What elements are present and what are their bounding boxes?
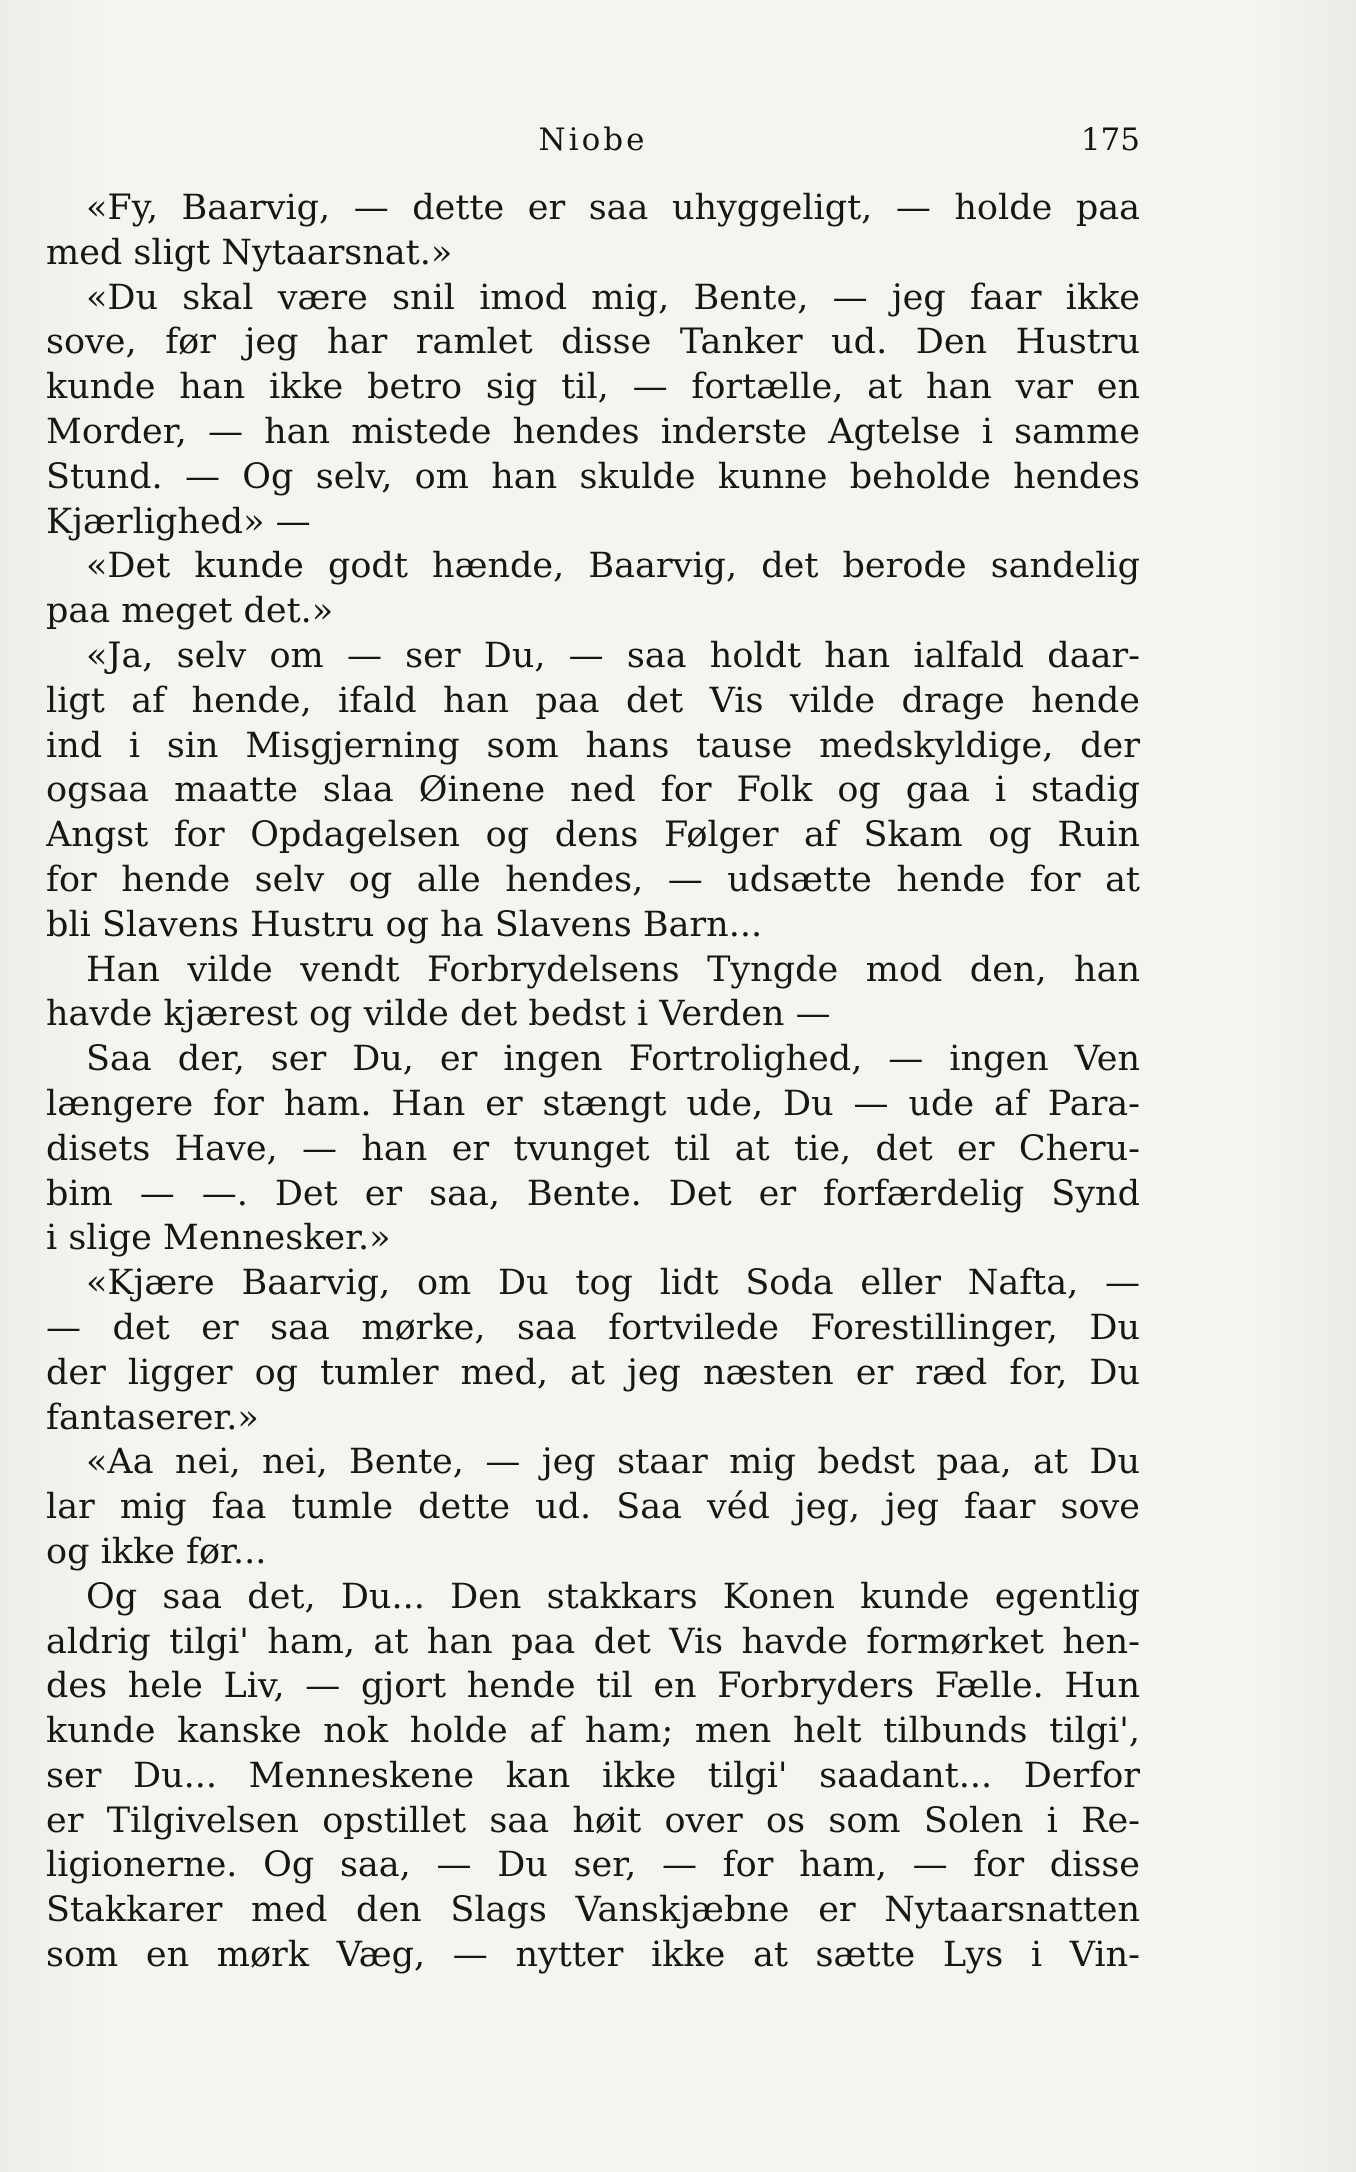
text-line: bli Slavens Hustru og ha Slavens Barn... xyxy=(46,904,763,945)
text-line: disets Have, — han er tvunget til at tie, det er Cheru- xyxy=(46,1128,1140,1169)
text-line: ligt af hende, ifald han paa det Vis vilde drage hende xyxy=(46,680,1140,721)
text-line: Saa der, ser Du, er ingen Fortrolighed, — ingen Ven xyxy=(86,1039,1140,1080)
text-line: Stakkarer med den Slags Vanskjæbne er Nytaarsnatten xyxy=(46,1890,1140,1931)
text-line: «Kjære Baarvig, om Du tog lidt Soda eller Nafta, — xyxy=(86,1263,1140,1304)
text-line: Kjærlighed» — xyxy=(46,501,311,542)
text-line: «Du skal være snil imod mig, Bente, — jeg faar ikke xyxy=(86,277,1140,318)
text-line: ser Du... Menneskene kan ikke tilgi' saadant... Derfor xyxy=(46,1755,1140,1796)
text-line: og ikke før... xyxy=(46,1531,267,1572)
text-line: «Det kunde godt hænde, Baarvig, det berode sandelig xyxy=(86,546,1140,587)
text-line: der ligger og tumler med, at jeg næsten er ræd for, Du xyxy=(46,1352,1140,1393)
page-number: 175 xyxy=(1080,122,1140,158)
text-line: ind i sin Misgjerning som hans tause medskyldige, der xyxy=(46,725,1140,766)
text-line: Han vilde vendt Forbrydelsens Tyngde mod den, han xyxy=(86,949,1140,990)
body-text xyxy=(46,186,1140,1978)
text-line: des hele Liv, — gjort hende til en Forbryders Fælle. Hun xyxy=(46,1666,1140,1707)
text-line: Stund. — Og selv, om han skulde kunne beholde hendes xyxy=(46,456,1140,497)
text-line: «Ja, selv om — ser Du, — saa holdt han ialfald daar- xyxy=(86,635,1140,676)
text-line: for hende selv og alle hendes, — udsætte hende for at xyxy=(46,859,1140,900)
text-line: Morder, — han mistede hendes inderste Agtelse i samme xyxy=(46,411,1140,452)
text-line: Angst for Opdagelsen og dens Følger af Skam og Ruin xyxy=(46,815,1140,856)
text-line: længere for ham. Han er stængt ude, Du — ude af Para- xyxy=(46,1083,1140,1124)
text-line: aldrig tilgi' ham, at han paa det Vis havde formørket hen- xyxy=(46,1621,1140,1662)
text-line: Og saa det, Du... Den stakkars Konen kunde egentlig xyxy=(86,1576,1140,1617)
text-line: ogsaa maatte slaa Øinene ned for Folk og gaa i stadig xyxy=(46,770,1140,811)
text-line: ligionerne. Og saa, — Du ser, — for ham, — for disse xyxy=(46,1845,1140,1886)
text-line: — det er saa mørke, saa fortvilede Forestillinger, Du xyxy=(46,1307,1140,1348)
text-line: paa meget det.» xyxy=(46,591,334,632)
text-line: lar mig faa tumle dette ud. Saa véd jeg, jeg faar sove xyxy=(46,1487,1140,1528)
text-line: «Fy, Baarvig, — dette er saa uhyggeligt, — holde paa xyxy=(86,188,1140,228)
text-line: som en mørk Væg, — nytter ikke at sætte Lys i Vin- xyxy=(46,1935,1140,1976)
page-header xyxy=(46,118,1140,162)
text-line: «Aa nei, nei, Bente, — jeg staar mig bedst paa, at Du xyxy=(86,1442,1140,1483)
text-line: sove, før jeg har ramlet disse Tanker ud. Den Hustru xyxy=(46,322,1140,363)
running-title: Niobe xyxy=(538,122,648,158)
text-line: er Tilgivelsen opstillet saa høit over os som Solen i Re- xyxy=(46,1800,1140,1841)
text-line: kunde kanske nok holde af ham; men helt tilbunds tilgi', xyxy=(46,1711,1140,1752)
text-line: med sligt Nytaarsnat.» xyxy=(46,232,453,273)
text-line: i slige Mennesker.» xyxy=(46,1218,391,1259)
text-line: bim — —. Det er saa, Bente. Det er forfærdelig Synd xyxy=(46,1173,1140,1214)
text-line: havde kjærest og vilde det bedst i Verden — xyxy=(46,994,831,1035)
text-line: fantaserer.» xyxy=(46,1397,259,1438)
text-line: kunde han ikke betro sig til, — fortælle, at han var en xyxy=(46,367,1140,408)
